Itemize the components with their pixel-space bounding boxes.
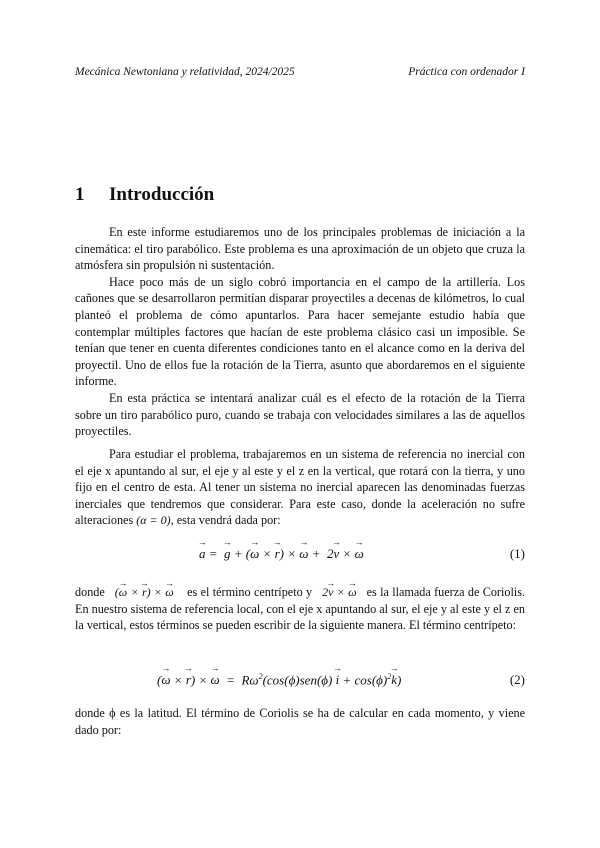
section-title: Introducción xyxy=(109,184,215,205)
paragraph-4 xyxy=(75,446,525,529)
equation-2 xyxy=(75,672,525,692)
paragraph-4-end: , esta vendrá dada por: xyxy=(170,513,281,528)
body-paragraph-6 xyxy=(75,705,525,738)
paragraph-2: Hace poco más de un siglo cobró importancia en el campo de la artillería. Los cañones que se desarrollaron permitían disparar proyectiles a decenas de kilómetros, lo cual planteó el problema de cómo apuntarlos. Para hacer semejante estudio había que contemplar múltiples factores que hacían de este problema clásico casi un imposible. Se tenían que tener en cuenta diferentes condiciones tanto en el alcance como en la deriva del proyectil. Uno de ellos fue la rotación de la Tierra, asunto que abordaremos en el siguiente informe. xyxy=(75,274,525,389)
section-number: 1 xyxy=(75,184,85,205)
paragraph-4-text: Para estudiar el problema, trabajaremos en un sistema de referencia no inercial con el eje x apuntando al sur, el eje y al este y el z en la vertical, que rotará con la tierra, y uno fijo en el centro de esta. Al tener un sistema no inercial aparecen las denominadas fuerzas inerciales que tendremos que considerar. Para este caso, donde la aceleración no sufre alteraciones xyxy=(75,447,525,528)
equation-1 xyxy=(75,546,525,566)
equation-1-number: (1) xyxy=(509,546,525,561)
body-paragraph-4 xyxy=(75,446,525,529)
body-paragraph-5 xyxy=(75,584,525,634)
paragraph-1: En este informe estudiaremos uno de los principales problemas de iniciación a la cinemática: el tiro parabólico. Este problema es una aproximación de un objeto que cruza la atmósfera sin propulsión ni sustentación. xyxy=(75,225,525,273)
coriolis-term: 2→ v × → ω xyxy=(322,585,356,599)
paragraph-5-b: es el término centrípeto y xyxy=(187,585,313,599)
paragraph-5-a: donde xyxy=(75,585,105,599)
alpha-condition: (α = 0) xyxy=(136,513,171,528)
paragraph-3: En esta práctica se intentará analizar cuál es el efecto de la rotación de la Tierra sobre un tiro parabólico puro, cuando se trabaja con velocidades similares a las de aquellos proyectiles. xyxy=(75,390,525,439)
equation-1-body: → a = → g + (→ ω × → r) × → ω + 2→ v × → ω xyxy=(199,546,364,562)
paragraph-5 xyxy=(75,584,525,634)
equation-2-body: (→ ω × → r) × → $\omega = R\omega^2(\cos(\phi)sen(\phi) \to i + \cos(\phi)^2\to k)$ xyxy=(157,672,401,688)
paragraph-6: donde ϕ es la latitud. El término de Coriolis se ha de calcular en cada momento, y viene dado por: xyxy=(75,706,525,737)
centripetal-term: (→ ω × → r) × → ω xyxy=(115,585,174,599)
section-heading xyxy=(75,184,214,206)
paragraph-5-c: es la llamada fuerza de Coriolis. En nuestro sistema de referencia local, con el eje x apuntando al sur, el eje y al este y el z en la vertical, estos términos se pueden escribir de la siguiente manera. El término centrípeto: xyxy=(75,585,526,633)
equation-2-number: (2) xyxy=(509,672,525,687)
running-header-right: Práctica con ordenador I xyxy=(408,66,525,78)
intro-paragraphs xyxy=(75,224,525,440)
running-header-left: Mecánica Newtoniana y relatividad, 2024/2025 xyxy=(75,66,295,78)
